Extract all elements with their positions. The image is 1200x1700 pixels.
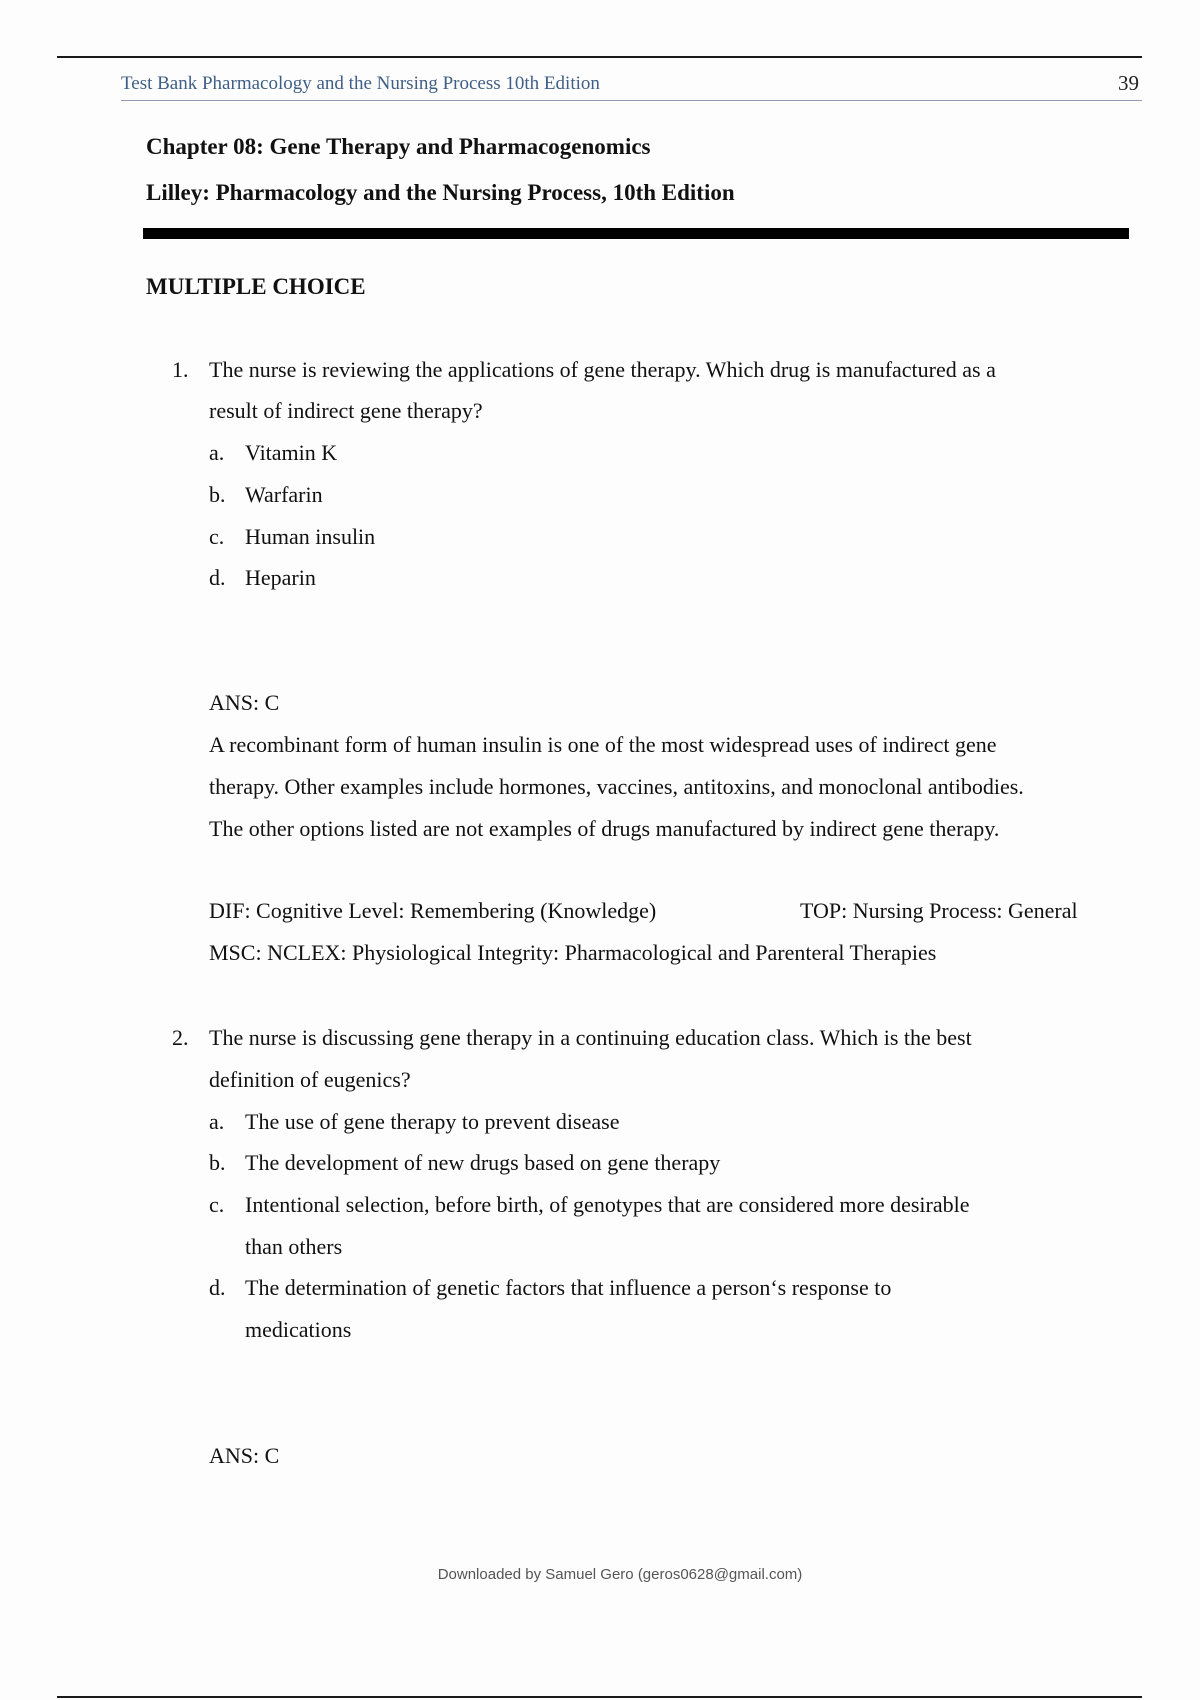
option-text: Human insulin bbox=[245, 524, 376, 549]
option-text: Vitamin K bbox=[245, 440, 338, 465]
chapter-title: Chapter 08: Gene Therapy and Pharmacogenomics bbox=[146, 134, 651, 159]
option-text: Intentional selection, before birth, of genotypes that are considered more desirable bbox=[245, 1192, 970, 1217]
running-header bbox=[121, 70, 1142, 101]
topic-meta: TOP: Nursing Process: General bbox=[800, 898, 1078, 923]
question-number: 1. bbox=[172, 357, 189, 382]
option-letter: d. bbox=[209, 1275, 226, 1300]
running-header-title: Test Bank Pharmacology and the Nursing Process 10th Edition bbox=[121, 73, 600, 94]
option-text: Heparin bbox=[245, 565, 316, 590]
bottom-page-rule bbox=[57, 1696, 1142, 1698]
msc-meta: MSC: NCLEX: Physiological Integrity: Pharmacological and Parenteral Therapies bbox=[209, 940, 937, 965]
option-text: than others bbox=[245, 1234, 343, 1259]
question-stem-line: definition of eugenics? bbox=[209, 1067, 411, 1092]
option-letter: d. bbox=[209, 565, 226, 590]
section-divider bbox=[143, 228, 1129, 239]
option-letter: a. bbox=[209, 1109, 225, 1134]
rationale-line: The other options listed are not examples of drugs manufactured by indirect gene therapy. bbox=[209, 816, 1000, 841]
page-number: 39 bbox=[1118, 71, 1139, 95]
rationale-line: A recombinant form of human insulin is one of the most widespread uses of indirect gene bbox=[209, 732, 997, 757]
option-letter: a. bbox=[209, 440, 225, 465]
question-number: 2. bbox=[172, 1025, 189, 1050]
option-text: The development of new drugs based on gene therapy bbox=[245, 1150, 721, 1175]
top-page-rule bbox=[57, 56, 1142, 58]
option-letter: b. bbox=[209, 1150, 226, 1175]
answer-key: ANS: C bbox=[209, 690, 280, 715]
answer-key: ANS: C bbox=[209, 1443, 280, 1468]
book-title: Lilley: Pharmacology and the Nursing Process, 10th Edition bbox=[146, 180, 735, 205]
option-text: The use of gene therapy to prevent disease bbox=[245, 1109, 620, 1134]
option-letter: c. bbox=[209, 1192, 225, 1217]
option-letter: b. bbox=[209, 482, 226, 507]
question-stem-line: The nurse is reviewing the applications of gene therapy. Which drug is manufactured as a bbox=[209, 357, 996, 382]
option-text: Warfarin bbox=[245, 482, 323, 507]
section-title: MULTIPLE CHOICE bbox=[146, 274, 366, 299]
difficulty-meta: DIF: Cognitive Level: Remembering (Knowledge) bbox=[209, 898, 657, 923]
rationale-line: therapy. Other examples include hormones, vaccines, antitoxins, and monoclonal antibodies. bbox=[209, 774, 1024, 799]
option-text: medications bbox=[245, 1317, 352, 1342]
download-attribution: Downloaded by Samuel Gero (geros0628@gmail.com) bbox=[437, 1566, 803, 1583]
option-letter: c. bbox=[209, 524, 225, 549]
question-stem-line: The nurse is discussing gene therapy in a continuing education class. Which is the best bbox=[209, 1025, 972, 1050]
option-text: The determination of genetic factors that influence a person‘s response to bbox=[245, 1275, 892, 1300]
question-stem-line: result of indirect gene therapy? bbox=[209, 398, 483, 423]
